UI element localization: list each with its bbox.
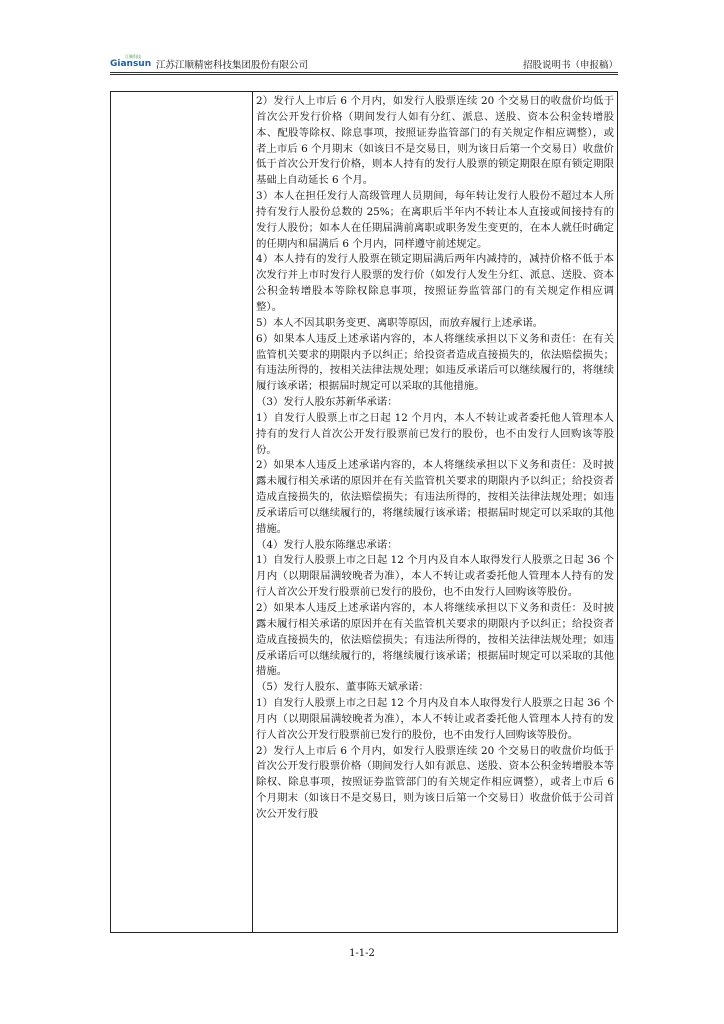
company-logo [110, 54, 156, 68]
section-heading: （3）发行人股东苏新华承诺： [256, 396, 398, 409]
logo-main-text: Giansun [110, 59, 152, 69]
section-heading: （5）发行人股东、董事陈天斌承诺： [256, 681, 429, 694]
header-rule [110, 72, 618, 73]
section-heading: （4）发行人股东陈继忠承诺： [256, 538, 398, 551]
commitment-table [110, 91, 618, 933]
paragraph: 2）如果本人违反上述承诺内容的，本人将继续承担以下义务和责任：及时披露未履行相关承诺的原因并在有关监管机关要求的期限内予以纠正；给投资者造成直接损失的，依法赔偿损失；有违法所得的，按相关法律法规处理；如违反承诺后可以继续履行的，将继续履行该承诺；根据届时规定可以采取的其他措施。 [256, 602, 614, 678]
paragraph: 3）本人在担任发行人高级管理人员期间，每年转让发行人股份不超过本人所持有发行人股份总数的 25%；在离职后半年内不转让本人直接或间接持有的发行人股份；如本人在任期届满前离职或职务发生变更的，在本人就任时确定的任期内和届满后 6 个月内，同样遵守前述规定。 [256, 190, 614, 250]
company-name: 江苏江顺精密科技集团股份有限公司 [156, 60, 309, 71]
paragraph: 2）发行人上市后 6 个月内，如发行人股票连续 20 个交易日的收盘价均低于首次公开发行股票价格（期间发行人如有派息、送股、资本公积金转增股本等除权、除息事项，按照证券监管部门的有关规定作相应调整），或者上市后 6 个月期末（如该日不是交易日，则为该日后第一个交易日）收盘价低于公司首次公开发行股 [256, 744, 614, 820]
paragraph: 4）本人持有的发行人股票在锁定期届满后两年内减持的，减持价格不低于本次发行并上市时发行人股票的发行价（如发行人发生分红、派息、送股、资本公积金转增股本等除权除息事项，按照证券监管部门的有关规定作相应调整）。 [256, 253, 614, 313]
paragraph: 1）自发行人股票上市之日起 12 个月内及自本人取得发行人股票之日起 36 个月内（以期限届满较晚者为准），本人不转让或者委托他人管理本人持有的发行人首次公开发行股票前已发行的股份，也不由发行人回购该等股份。 [256, 697, 614, 741]
paragraph: 1）自发行人股票上市之日起 12 个月内及自本人取得发行人股票之日起 36 个月内（以期限届满较晚者为准），本人不转让或者委托他人管理本人持有的发行人首次公开发行股票前已发行的股份，也不由发行人回购该等股份。 [256, 554, 614, 599]
document-title: 招股说明书（申报稿） [522, 60, 618, 71]
page-header [110, 52, 618, 72]
commitment-text [256, 94, 614, 823]
paragraph: 6）如果本人违反上述承诺内容的，本人将继续承担以下义务和责任：在有关监管机关要求的期限内予以纠正；给投资者造成直接损失的，依法赔偿损失；有违法所得的，按相关法律法规处理；如违反承诺后可以继续履行的，将继续履行该承诺；根据届时规定可以采取的其他措施。 [256, 332, 614, 393]
paragraph: 2）发行人上市后 6 个月内，如发行人股票连续 20 个交易日的收盘价均低于首次公开发行价格（期间发行人如有分红、派息、送股、资本公积金转增股本、配股等除权、除息事项，按照证券监管部门的有关规定作相应调整），或者上市后 6 个月期末（如该日不是交易日，则为该日后第一个交易日）收盘价低于首次公开发行价格，则本人持有的发行人股票的锁定期限在原有锁定期限基础上自动延长 6 个月。 [256, 95, 614, 187]
paragraph: 2）如果本人违反上述承诺内容的，本人将继续承担以下义务和责任：及时披露未履行相关承诺的原因并在有关监管机关要求的期限内予以纠正；给投资者造成直接损失的，依法赔偿损失；有违法所得的，按相关法律法规处理；如违反承诺后可以继续履行的，将继续履行该承诺；根据届时规定可以采取的其他措施。 [256, 459, 614, 535]
page-number: 1-1-2 [349, 948, 375, 959]
paragraph: 1）自发行人股票上市之日起 12 个月内，本人不转让或者委托他人管理本人持有的发行人首次公开发行股票前已发行的股份，也不由发行人回购该等股份。 [256, 411, 614, 456]
header-rule-secondary [110, 74, 618, 75]
logo-small-text: 江顺科技 [125, 54, 141, 59]
column-divider [252, 92, 253, 932]
paragraph: 5）本人不因其职务变更、离职等原因，而放弃履行上述承诺。 [256, 316, 544, 329]
